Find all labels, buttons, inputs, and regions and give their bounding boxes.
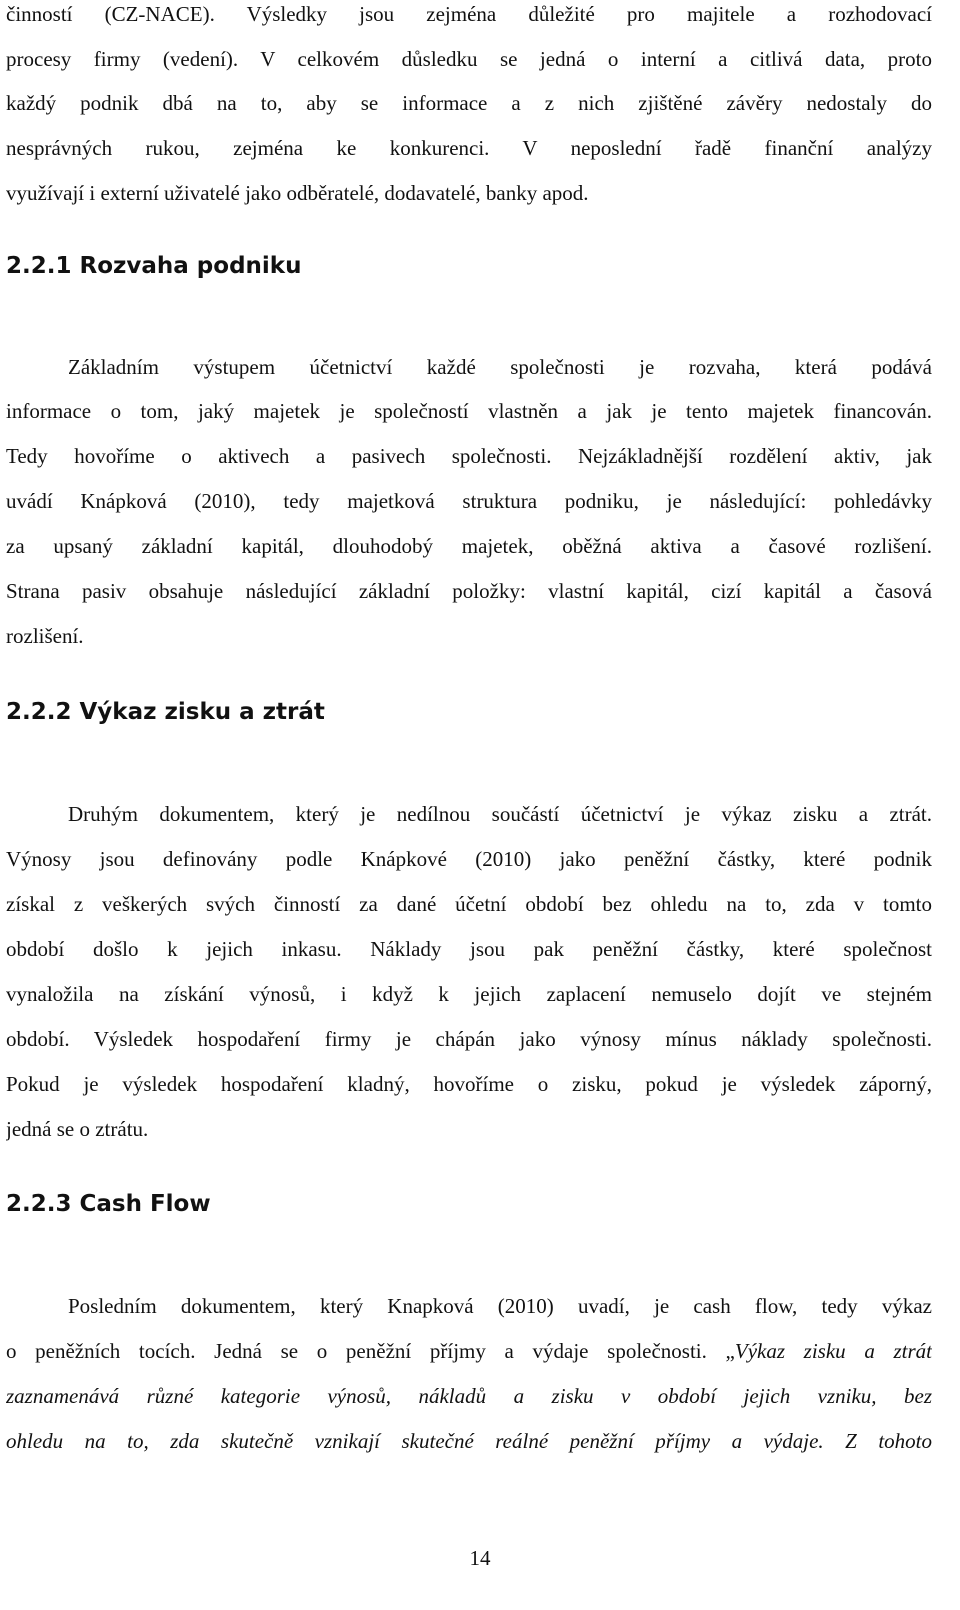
page-number: 14: [469, 1546, 491, 1570]
rozvaha-line-7: rozlišení.: [6, 624, 84, 648]
vykaz-line-6: období. Výsledek hospodaření firmy je chápán jako výnosy mínus náklady společnosti.: [6, 1027, 932, 1051]
intro-line-2: procesy firmy (vedení). V celkovém důsledku se jedná o interní a citlivá data, proto: [6, 47, 932, 71]
cashflow-line-4: ohledu na to, zda skutečně vznikají skutečné reálné peněžní příjmy a výdaje. Z tohoto: [6, 1429, 932, 1453]
cashflow-line-3: zaznamenává různé kategorie výnosů, nákladů a zisku v období jejich vzniku, bez: [6, 1384, 932, 1408]
vykaz-line-4: období došlo k jejich inkasu. Náklady jsou pak peněžní částky, které společnost: [6, 937, 932, 961]
vykaz-line-1: Druhým dokumentem, který je nedílnou součástí účetnictví je výkaz zisku a ztrát.: [68, 802, 932, 826]
vykaz-line-3: získal z veškerých svých činností za dané účetní období bez ohledu na to, zda v tomto: [6, 892, 932, 916]
rozvaha-line-6: Strana pasiv obsahuje následující základní položky: vlastní kapitál, cizí kapitál a časová: [6, 579, 932, 603]
section-heading-cashflow: 2.2.3 Cash Flow: [6, 1191, 211, 1217]
intro-line-1: činností (CZ-NACE). Výsledky jsou zejména důležité pro majitele a rozhodovací: [6, 2, 932, 26]
cashflow-line-2: [6, 1337, 932, 1365]
cashflow-line-1: Posledním dokumentem, který Knapková (2010) uvadí, je cash flow, tedy výkaz: [68, 1294, 932, 1318]
vykaz-line-7: Pokud je výsledek hospodaření kladný, hovoříme o zisku, pokud je výsledek záporný,: [6, 1072, 932, 1096]
cashflow-line-2-normal: o peněžních tocích. Jedná se o peněžní příjmy a výdaje společnosti. „: [6, 1339, 735, 1363]
rozvaha-line-2: informace o tom, jaký majetek je společností vlastněn a jak je tento majetek financován.: [6, 399, 932, 423]
rozvaha-line-4: uvádí Knápková (2010), tedy majetková struktura podniku, je následující: pohledávky: [6, 489, 932, 513]
rozvaha-line-3: Tedy hovoříme o aktivech a pasivech společnosti. Nejzákladnější rozdělení aktiv, jak: [6, 444, 932, 468]
intro-line-4: nesprávných rukou, zejména ke konkurenci. V neposlední řadě finanční analýzy: [6, 136, 932, 160]
vykaz-line-2: Výnosy jsou definovány podle Knápkové (2010) jako peněžní částky, které podnik: [6, 847, 932, 871]
vykaz-line-8: jedná se o ztrátu.: [6, 1117, 149, 1141]
rozvaha-line-1: Základním výstupem účetnictví každé společnosti je rozvaha, která podává: [68, 355, 932, 379]
section-heading-rozvaha: 2.2.1 Rozvaha podniku: [6, 253, 302, 279]
vykaz-line-5: vynaložila na získání výnosů, i když k jejich zaplacení nemuselo dojít ve stejném: [6, 982, 932, 1006]
intro-line-3: každý podnik dbá na to, aby se informace a z nich zjištěné závěry nedostaly do: [6, 91, 932, 115]
intro-line-5: využívají i externí uživatelé jako odběratelé, dodavatelé, banky apod.: [6, 181, 589, 205]
rozvaha-line-5: za upsaný základní kapitál, dlouhodobý majetek, oběžná aktiva a časové rozlišení.: [6, 534, 932, 558]
section-heading-vykaz: 2.2.2 Výkaz zisku a ztrát: [6, 699, 325, 725]
cashflow-line-2-italic: Výkaz zisku a ztrát: [734, 1339, 932, 1363]
